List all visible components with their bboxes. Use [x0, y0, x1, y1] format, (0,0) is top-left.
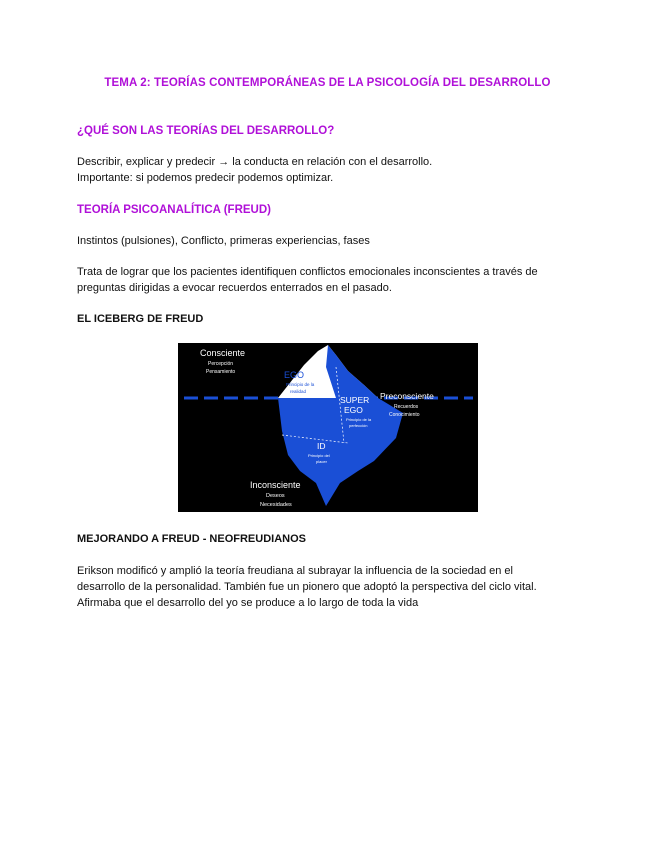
paragraph-erikson-line1: Erikson modificó y amplió la teoría freudiana al subrayar la influencia de la sociedad en el — [77, 565, 513, 577]
label-preconsciente-sub1: Recuerdos — [394, 404, 419, 410]
label-consciente: Consciente — [200, 348, 246, 358]
label-inconsciente-sub2: Necesidades — [260, 502, 292, 508]
label-ego-sub1: Principio de la — [286, 382, 315, 387]
iceberg-diagram — [178, 343, 478, 512]
label-preconsciente-sub2: Conocimiento — [389, 412, 420, 418]
section-heading-neofreudians: MEJORANDO A FREUD - NEOFREUDIANOS — [77, 533, 306, 545]
label-id: ID — [317, 441, 326, 451]
label-super-ego: EGO — [344, 405, 363, 415]
label-super-sub2: perfección — [349, 423, 368, 428]
paragraph-patients-line2: preguntas dirigidas a evocar recuerdos enterrados en el pasado. — [77, 282, 392, 294]
section-heading-theories: ¿QUÉ SON LAS TEORÍAS DEL DESARROLLO? — [77, 125, 335, 137]
paragraph-patients-line1: Trata de lograr que los pacientes identifiquen conflictos emocionales inconscientes a través de — [77, 266, 538, 278]
label-consciente-sub2: Pensamiento — [206, 369, 236, 375]
iceberg-tip-shade — [326, 345, 378, 398]
paragraph-instincts: Instintos (pulsiones), Conflicto, primeras experiencias, fases — [77, 235, 370, 247]
paragraph-erikson-line3: Afirmaba que el desarrollo del yo se produce a lo largo de toda la vida — [77, 597, 419, 609]
label-ego-sub2: realidad — [290, 389, 307, 394]
label-consciente-sub1: Percepción — [208, 361, 234, 367]
label-ego: EGO — [284, 370, 305, 380]
document-title: TEMA 2: TEORÍAS CONTEMPORÁNEAS DE LA PSICOLOGÍA DEL DESARROLLO — [104, 77, 551, 89]
section-heading-iceberg: EL ICEBERG DE FREUD — [77, 313, 204, 325]
label-id-sub2: placer — [316, 459, 327, 464]
paragraph-erikson-line2: desarrollo de la personalidad. También fue un pionero que adoptó la perspectiva del ciclo vital. — [77, 581, 537, 593]
paragraph-describe: Describir, explicar y predecir → la conducta en relación con el desarrollo. — [77, 156, 433, 168]
label-inconsciente: Inconsciente — [250, 480, 301, 490]
paragraph-important: Importante: si podemos predecir podemos optimizar. — [77, 172, 334, 184]
label-preconsciente: Preconsciente — [380, 391, 434, 401]
label-inconsciente-sub1: Deseos — [266, 493, 285, 499]
section-heading-psychoanalytic: TEORÍA PSICOANALÍTICA (FREUD) — [77, 204, 272, 216]
label-super-sub1: Principio de la — [346, 417, 372, 422]
label-id-sub1: Principio del — [308, 453, 330, 458]
label-super: SUPER — [340, 395, 370, 405]
